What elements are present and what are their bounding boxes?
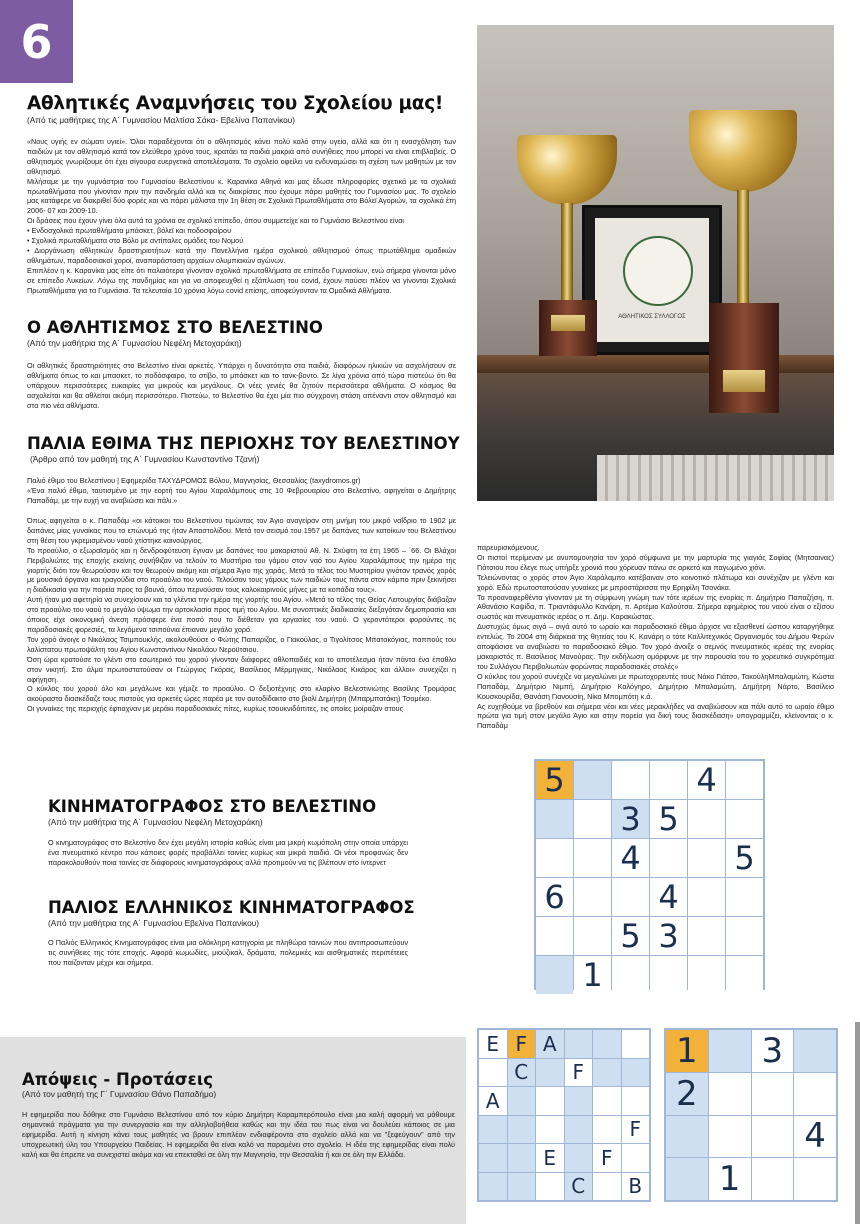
grid-cell[interactable]	[536, 956, 573, 994]
grid-cell[interactable]	[508, 1144, 536, 1172]
article3-paragraph: Ας ευχηθούμε να βρεθούν και σήμερα νέοι και νέες μερακλήδες να αναβιώσουν και πάλι αυτό το ωραίο έθιμο πρώτα για τιμή στον μεγάλο Άγιο και στην πορεία για δική τους διασκέδαση» υπογραμμίζει, κλείνοντας ο κ. Παπαδάμ	[477, 701, 834, 731]
grid-cell[interactable]	[574, 878, 611, 916]
grid-cell[interactable]: E	[479, 1030, 507, 1058]
photo-shelf	[477, 355, 834, 373]
photo-frame-picture	[595, 218, 709, 342]
grid-cell[interactable]	[726, 917, 763, 955]
grid-cell[interactable]: F	[508, 1030, 536, 1058]
article6-byline: (Από τον μαθητή της Γ΄ Γυμνασίου Θάνο Παπαδήμο)	[22, 1089, 217, 1099]
article3-title: ΠΑΛΙΑ ΕΘΙΜΑ ΤΗΣ ΠΕΡΙΟΧΗΣ ΤΟΥ ΒΕΛΕΣΤΙΝΟΥ	[27, 434, 460, 453]
article1-title: Αθλητικές Αναμνήσεις του Σχολείου μας!	[27, 93, 444, 114]
grid-cell[interactable]	[650, 839, 687, 877]
grid-cell[interactable]	[612, 956, 649, 994]
trophy-stem-right	[737, 190, 749, 305]
article5-paragraph: Ο Παλιός Ελληνικός Κινηματογράφος είναι μια ολόκληρη κατηγορία με πληθώρα ταινιών που αντιπροσωπεύουν τις συνήθειες της τότε εποχής. Αφορά κωμωδίες, μιούζικαλ, δράματα, πολεμικές και αισθηματικές περιπέτειες που παίζονταν μέχρι και σήμερα.	[48, 938, 408, 967]
grid-cell[interactable]	[688, 917, 725, 955]
article1-bullet: • Διοργάνωση αθλητικών δραστηριοτήτων κατά την Πανελλήνια ημέρα σχολικού αθλητισμού όπως πρωτάθλημα ομαδικών αθλημάτων, παραδοσιακοί χοροί, αναπαράσταση αρχαίων ολυμπιακών αγώνων.	[27, 245, 456, 265]
article3-paragraph: Τελειώνοντας ο χορός στον Άγιο Χαράλαμπο κατέβαιναν στο κοινοτικό πλάτωμα και συνέχιζαν με γλέντι και χορό. Εδώ πρωτοστατούσαν γυναίκες με μπροστάρισσα την Ερηφίλη Τσονάκα.	[477, 572, 834, 592]
article2-title: Ο ΑΘΛΗΤΙΣΜΟΣ ΣΤΟ ΒΕΛΕΣΤΙΝΟ	[27, 318, 323, 337]
article1-paragraph: «Νους υγιής εν σώματι υγιεί». Όλοι παραδέχονται ότι ο αθλητισμός κάνει πολύ καλό στην υγεία, αλλά και ότι η ενασχόληση των παιδιών με τον αθλητισμό κατά τον ελεύθερο χρόνο τους, κρατάει τα παιδιά μακριά από συνήθειες που μπορεί να είναι επιβλαβείς. Ο αθλητισμός γνωρίζουμε ότι έχει σίγουρα ευεργετικά αποτελέσματα. Το σχολείο οφείλει να ενδυναμώσει τη σχέση των μαθητών με τον αθλητισμό.	[27, 137, 456, 176]
grid-cell[interactable]	[479, 1144, 507, 1172]
grid-cell[interactable]	[536, 1116, 564, 1144]
grid-cell[interactable]: 5	[726, 839, 763, 877]
photo-frame	[582, 205, 722, 355]
grid-cell[interactable]	[508, 1116, 536, 1144]
grid-cell[interactable]	[622, 1144, 650, 1172]
article6-paragraph: Η εφημερίδα που δόθηκε στο Γυμνάσιο Βελεστίνου από τον κύριο Δημήτρη Καραμπερόπουλο είναι μια καλή αφορμή να μάθουμε σημαντικά πράγματα για την συνεργασία και την αλληλοβοήθεια καθώς και την ιδέα του πως είναι να δουλεύει κάποιος σε μια εφημερίδα. Αυτή η κίνηση κάνει τους μαθητές να βρουν επιπλέον ενδιαφέροντα στο σχολείο αλλά και να "ξεφεύγουν" από την υποχρεωτική ύλη του Υπουργείου Παιδείας. Η εφημερίδα θα είναι καλό να παραμένει στο σχολείο. Η ιδέα της εφημερίδας είναι πολύ καλή και θα έπρεπε να συνεχιστεί ακόμα και να επεκταθεί σε όλη την Μαγνησία, την Θεσσαλία ή και σε όλη την Ελλάδα.	[22, 1110, 455, 1159]
article4-paragraph: Ο κινηματογράφος στο Βελεστίνο δεν έχει μεγάλη ιστορία καθώς είναι μια μικρή κωμόπολη στην οποία υπάρχει ένα πνευματικό κέντρο που κάποιες φορές προβάλλει ταινίες κυρίως και μικρά παιδιά. Οι νέοι προφανώς δεν παρακολουθούν ποια ταινίες σε διάφορους κινηματογράφους αλλά προτιμούν να τις βλέπουν στο ίντερνετ	[48, 838, 408, 867]
grid-cell[interactable]	[752, 1158, 794, 1200]
grid-cell[interactable]	[574, 839, 611, 877]
article5-byline: (Από την μαθήτρια της Α΄ Γυμνασίου Εβελίνα Παπανίκου)	[48, 918, 260, 928]
grid-cell[interactable]: 2	[666, 1073, 708, 1115]
article1-bullet: • Σχολικά πρωταθλήματα στο Βόλο με αντίπαλες ομάδες του Νομού	[27, 236, 244, 246]
grid-cell[interactable]	[536, 800, 573, 838]
trophy-base-right	[709, 303, 779, 413]
grid-cell[interactable]	[479, 1116, 507, 1144]
article2-body	[27, 361, 456, 411]
article2-paragraph: Οι αθλητικές δραστηριότητες στο Βελεστίνο είναι αρκετές. Υπάρχει η δυνατότητα στα παιδιά, διαφόρων ηλικιών να ασχολήσουν σε αθλήματα όπως το και μπασκετ, το ποδόσφαιρο, το στίβο, το μπάσκετ και το τανκ-βοντο. Σε λίγα χρόνια από τώρα πιστεύω ότι θα υπάρχουν περισσότερες ευκαιρίες για μικρούς και μεγάλους. Οι νέες γενιές θα ζητούν περισσότερα αθλήματα. Ο κόσμος θα ασχολείται και θα αθλείται ακόμη περισσότερο. Πιστεύω, το Βελεστίνο θα έχει μία πιο σύγχρονη στάση απέναντι στον αθλητισμό και στα πιο νέα αθλήματα.	[27, 361, 456, 410]
grid-cell[interactable]	[650, 956, 687, 994]
grid-cell[interactable]	[709, 1116, 751, 1158]
grid-cell[interactable]	[612, 761, 649, 799]
article1-byline: (Από τις μαθήτριες της Α΄ Γυμνασίου Μαλτίσα Σάκα- Εβελίνα Παπανίκου)	[27, 115, 296, 125]
grid-cell[interactable]	[593, 1087, 621, 1115]
emblem-caption: ΑΘΛΗΤΙΚΟΣ ΣΥΛΛΟΓΟΣ	[618, 314, 686, 320]
grid-cell[interactable]: 3	[650, 917, 687, 955]
grid-cell[interactable]	[565, 1116, 593, 1144]
grid-cell[interactable]	[622, 1030, 650, 1058]
photo-radiator	[597, 455, 834, 501]
grid-cell[interactable]	[794, 1073, 836, 1115]
article3-paragraph: Τα προαναφερθέντα γίνονταν με τη σύμφωνη γνώμη των τότε ιερέων της ενορίας π. Δημήτριο Παπαζήση, π. Αθανάσιο Καψίδα, π. Τριαντάφυλλο Κανάρη, π. Αρτέμιο Καλούτσα. Σήμερα εφημέριος του ναού είναι ο εξίσου σωστός και πνευματικός ιερέας ο π. Δημ. Καρακώστας.	[477, 592, 834, 622]
grid-cell[interactable]	[479, 1059, 507, 1087]
grid-cell[interactable]: 1	[574, 956, 611, 994]
grid-cell[interactable]	[479, 1173, 507, 1201]
article3-lead: «Ένα παλιό έθιμο, ταυτισμένο με την εορτή του Αγίου Χαραλάμπους στις 10 Φεβρουαρίου στο Βελεστίνο, αφηγείται ο Δημήτρης Παπαδάμ, με την ευχή να αναβιώσει και πάλι.»	[27, 485, 456, 505]
grid-cell[interactable]: 3	[612, 800, 649, 838]
article3-source: Παλιό έθιμο του Βελεστίνου | Εφημερίδα ΤΑΧΥΔΡΟΜΟΣ Βόλου, Μαγνησίας, Θεσσαλίας (taxydromos.gr)	[27, 476, 361, 485]
article1-paragraph: Επιπλέον η κ. Καρανίκα μας είπε ότι παλαιότερα γίνονταν σχολικά πρωταθλήματα σε επίπεδο Γυμνασίων, ενώ σήμερα γίνονται μόνο σε επίπεδο Λυκείων. Λόγω της πανδημίας και για να αποφευχθεί η εξάπλωση του covid, έχουν παύσει πλέον να γίνονται Σχολικά Πρωταθλήματα για τα Γυμνάσια. Τα τελευταία 10 χρόνια λόγω covid επίσης, αποφεύγονταν τα Ομαδικά Αθλήματα.	[27, 265, 456, 295]
grid-cell[interactable]	[794, 1158, 836, 1200]
grid-cell[interactable]: 4	[794, 1116, 836, 1158]
grid-cell[interactable]	[666, 1116, 708, 1158]
grid-cell[interactable]	[536, 839, 573, 877]
grid-cell[interactable]: 5	[536, 761, 573, 799]
grid-cell[interactable]: E	[536, 1144, 564, 1172]
grid-cell[interactable]: 4	[688, 761, 725, 799]
grid-cell[interactable]	[752, 1073, 794, 1115]
sudoku-number-grid	[534, 759, 765, 994]
grid-cell[interactable]	[574, 761, 611, 799]
article6-title: Απόψεις - Προτάσεις	[22, 1070, 214, 1089]
grid-cell[interactable]	[536, 1059, 564, 1087]
grid-cell[interactable]	[536, 917, 573, 955]
grid-cell[interactable]: 1	[709, 1158, 751, 1200]
grid-cell[interactable]	[508, 1087, 536, 1115]
sudoku-small-grid	[664, 1028, 838, 1202]
grid-cell[interactable]	[593, 1116, 621, 1144]
grid-cell[interactable]	[794, 1030, 836, 1072]
article3-paragraph: Τον χορό άνοιγε ο Νικόλαος Τσιμπουκλής, ακολουθούσε ο Φώτης Παπαρίζος, ο Γιακούλας, ο Τιγολίτσος Μπατακόγιας, παππούς του λαλίστατου πρωτοψάλτη του Αγίου Κωνσταντίνου Νικολάου Νεροϋτσιου.	[27, 634, 456, 654]
grid-cell[interactable]	[688, 956, 725, 994]
article3-paragraph: Ο κύκλος του χορού συνέχιζε να μεγαλώνει με πρωτοχορευτές τους Νάκο Γιάτσο, ΤακούληΜπαλαμώτη, Κώστα Παπαδάμ, Δημήτριο Νιμπή, Δημήτριο Καλόγηρο, Δημήτριο Μπαλαμώτη, Δημήτρη Νάρτο, Βασίλειο Κουσκουρίδα, Θανάση Γιανουσίη, Νίκο Μπομπότη κ.ά.	[477, 671, 834, 701]
article4-title: ΚΙΝΗΜΑΤΟΓΡΑΦΟΣ ΣΤΟ ΒΕΛΕΣΤΙΝΟ	[48, 797, 377, 816]
article2-byline: (Από την μαθήτρια της Α΄ Γυμνασίου Νεφέλη Μετοχαράκη)	[27, 338, 242, 348]
grid-cell[interactable]	[536, 1087, 564, 1115]
grid-cell[interactable]: 4	[612, 839, 649, 877]
article3-paragraph: Δυστυχώς όμως σιγά – σιγά αυτό το ωραίο και παραδοσιακό έθιμο άρχισε να εξασθενεί ώσπου καταργήθηκε εντελώς. Το 2004 στη διάρκεια της θητείας του Κ. Κανάρη ο τότε Καλλιτεχνικός Οργανισμός του Δήμου Φερών αποφάσισε να αναβιώσει το παραδοσιακό έθιμο. Τον χορό άνοιξε ο σεμνός πνευματικός ιερέας της ενορίας μακαριστός π. Βασίλειος Μανούρας. Την εκδήλωση ομόρφυνε με την παρουσία του το χορευτικό συγκρότημα του Συλλόγου Περιβολιωτών φορώντας παραδοσιακές στολές»	[477, 622, 834, 671]
grid-cell[interactable]	[565, 1030, 593, 1058]
grid-cell[interactable]	[622, 1059, 650, 1087]
article1-paragraph: Οι δράσεις που έχουν γίνει όλα αυτά τα χρόνια σε σχολικό επίπεδο, όπου συμμετείχε και το Γυμνάσιο Βελεστίνου είναι	[27, 216, 404, 226]
grid-cell[interactable]: 4	[650, 878, 687, 916]
grid-cell[interactable]	[752, 1116, 794, 1158]
trophy-stem-left	[561, 203, 573, 303]
trophy-plate-right	[723, 370, 765, 392]
article3-paragraph: Οι πιστοί περίμεναν με ανυπομονησία τον χορό σύμφωνα με την μαρτυρία της γιαγιάς Σοφίας (Μητσαινας) Γιάτσιου που έλεγε πως υπήρξε χρονιά που χόρευαν πάνω σε αρκετό και παγωμένο χιόνι.	[477, 552, 834, 572]
article5-title: ΠΑΛΙΟΣ ΕΛΛΗΝΙΚΟΣ ΚΙΝΗΜΑΤΟΓΡΑΦΟΣ	[48, 898, 415, 917]
article1-bullet: • Ενδοσχολικά πρωταθλήματα μπάσκετ, βόλεϊ και ποδοσφαίρου	[27, 226, 232, 236]
article5-body	[48, 938, 408, 968]
article3-paragraph: Οι γυναίκες της περιοχής έφτιαχναν με μεράκι παραδοσιακές πίτες, κυρίως τσουκνιδόπιτες, τις οποίες μοίραζαν στους	[27, 704, 404, 714]
grid-cell[interactable]: B	[622, 1173, 650, 1201]
grid-cell[interactable]	[666, 1158, 708, 1200]
grid-cell[interactable]: 3	[752, 1030, 794, 1072]
article3-paragraph: παρευρισκόμενους.	[477, 543, 540, 552]
grid-cell[interactable]: A	[536, 1030, 564, 1058]
article3-paragraph: Όση ώρα κρατούσε το γλέντι στο εσωτερικό του χορού γίνονταν διάφορες αθλοπαιδιές και το αποτέλεσμα ήταν πάντα ένα έπαθλο στον νικητή. Στο άλμα πρωτοστατούσαν οι Γεώργιος Γκόρας, Βασίλειος Μέρμηγκας, Νικόλαος Κικάρος και άλλοι» συνεχίζει η αφήγηση.	[27, 654, 456, 684]
article1-paragraph: Μιλήσαμε με την γυμνάστρια του Γυμνασίου Βελεστίνου κ. Καρανίκα Αθηνά και μας έδωσε πληροφορίες σχετικά με τα σχολικά πρωταθλήματα που γίνονταν πριν την πανδημία αλλά και τις διακρίσεις που έχουμε πάρει μαθητές του Γυμνασίου μας. Το σχολείο μας κατάφερε να διακριθεί δύο φορές και να πάρει μάλιστα την 1η θέση σε Σχολικά Πρωταθλήματα στο Βόλεϊ Αγοριών, τα σχολικά έτη 2006- 07 και 2009-10.	[27, 176, 456, 216]
grid-cell[interactable]	[709, 1030, 751, 1072]
grid-cell[interactable]	[612, 878, 649, 916]
article3-paragraph: Το προαύλιο, ο εξωραϊσμός και η δενδροφύτευση έγιναν με δαπάνες του μακαριστού Αθ. Ν. Σκύφτη τα έτη 1965 – ΄66. Οι Βλάχοι Περιβολιώτες της εποχής εκείνης συνήθιζαν να τελούν το Μυστήριο του γάμου στον ναό του Αγίου Χαραλάμπους την ημέρα της γιορτής διότι τον θεωρούσαν και τον θεωρούν ακόμη και σήμερα Άγιο της χαράς. Μετά το τέλος του Μυστηρίου γινόταν τρανός χορός με μουσικά όργανα και τραγούδια στο προαύλιο του ναού. Τελούσαν τους γάμους των παιδιών τους πάντα στον κάμπο πριν ξεκινήσει η διαδικασία για την πορεία προς τα βουνά, όπου περνούσαν τους καλοκαιρινούς μήνες με τα κοπάδια τους».	[27, 545, 456, 595]
article3-continuation	[477, 543, 834, 731]
grid-cell[interactable]	[726, 878, 763, 916]
grid-cell[interactable]	[688, 878, 725, 916]
grid-cell[interactable]: F	[622, 1116, 650, 1144]
article1-body	[27, 137, 456, 296]
page-number-badge: 6	[0, 0, 73, 83]
grid-cell[interactable]: A	[479, 1087, 507, 1115]
article3-byline: (Άρθρο από τον μαθητή της Α΄ Γυμνασίου Κωνσταντίνο Τζανή)	[30, 454, 260, 464]
grid-cell[interactable]	[574, 800, 611, 838]
grid-cell[interactable]: 1	[666, 1030, 708, 1072]
grid-cell[interactable]	[726, 761, 763, 799]
grid-cell[interactable]	[574, 917, 611, 955]
grid-cell[interactable]	[688, 800, 725, 838]
grid-cell[interactable]	[593, 1030, 621, 1058]
grid-cell[interactable]: C	[508, 1059, 536, 1087]
grid-cell[interactable]	[650, 761, 687, 799]
club-emblem-icon	[623, 236, 693, 306]
grid-cell[interactable]	[709, 1073, 751, 1115]
sudoku-letter-grid	[477, 1028, 651, 1202]
grid-cell[interactable]	[726, 956, 763, 994]
grid-cell[interactable]	[688, 839, 725, 877]
article3-paragraph: Αυτή ήταν μια αφετηρία να συνεχίσουν και τα γλέντια την ημέρα της γιορτής του Αγίου. «Μετά το τέλος της Θείας Λειτουργίας διάβαζαν στο προαύλιο του ναού το μεγάλο ύψωμα την αρτοκλασία προς τιμή του Αγίου. Με συνοπτικές διαδικασίες διεξαγόταν δημοπρασία και όποιος είχε οικονομική άνεση πρόσφερε ένα ποσό που το διέθεταν για εργασίες του ναού. Ο γεροντότεροι φορούντες τις παραδοσιακές φορεσιές, τα λεγόμενα τσιπούνια έπιαναν μεγάλο χορό.	[27, 595, 456, 634]
article6-body	[22, 1110, 455, 1160]
article3-paragraph: Όπως αφηγείται ο κ. Παπαδάμ «οι κάτοικοι του Βελεστίνου τιμώντας τον Άγιο αναγείραν στη μνήμη του μικρό ναΐδριο το 1902 με δαπάνες μίας γυναίκας που το επώνυμό της ήταν Αποστολίδου. Μετά τον σεισμό του 1957 με δαπάνες των κατοίκων του Βελεστίνου στη θέση του γκρεμισμένου ναού χτίστηκε καινούργιος.	[27, 516, 456, 545]
grid-cell[interactable]	[593, 1059, 621, 1087]
grid-cell[interactable]: 5	[650, 800, 687, 838]
article4-body	[48, 838, 408, 868]
grid-cell[interactable]: 6	[536, 878, 573, 916]
trophy-plate-left	[551, 315, 585, 331]
article3-intro	[27, 476, 456, 506]
grid-cell[interactable]: C	[565, 1173, 593, 1201]
page-edge-bar	[855, 1022, 860, 1224]
grid-cell[interactable]: F	[593, 1144, 621, 1172]
article3-body	[27, 516, 456, 714]
grid-cell[interactable]	[622, 1087, 650, 1115]
grid-cell[interactable]	[508, 1173, 536, 1201]
grid-cell[interactable]	[536, 1173, 564, 1201]
article3-paragraph: Ο κύκλος του χορού όλο και μεγάλωνε και γέμιζε το προαύλιο. Ο δεξιοτέχνης στο κλαρίνο Βελεστινιώτης Βασίλης Τρομάρας ακούραστα διασκέδαζε τους πιστούς για αρκετές ώρες παρέα με τον αυτοδίδακτο στο βιολί Δημήτρη (Μπαρμπατάκη) Τσομέκο.	[27, 684, 456, 704]
grid-cell[interactable]	[593, 1173, 621, 1201]
grid-cell[interactable]: 5	[612, 917, 649, 955]
article4-byline: (Από την μαθήτρια της Α΄ Γυμνασίου Νεφέλη Μετοχαράκη)	[48, 817, 263, 827]
grid-cell[interactable]: F	[565, 1059, 593, 1087]
grid-cell[interactable]	[565, 1087, 593, 1115]
grid-cell[interactable]	[565, 1144, 593, 1172]
trophies-photo	[477, 25, 834, 501]
grid-cell[interactable]	[726, 800, 763, 838]
